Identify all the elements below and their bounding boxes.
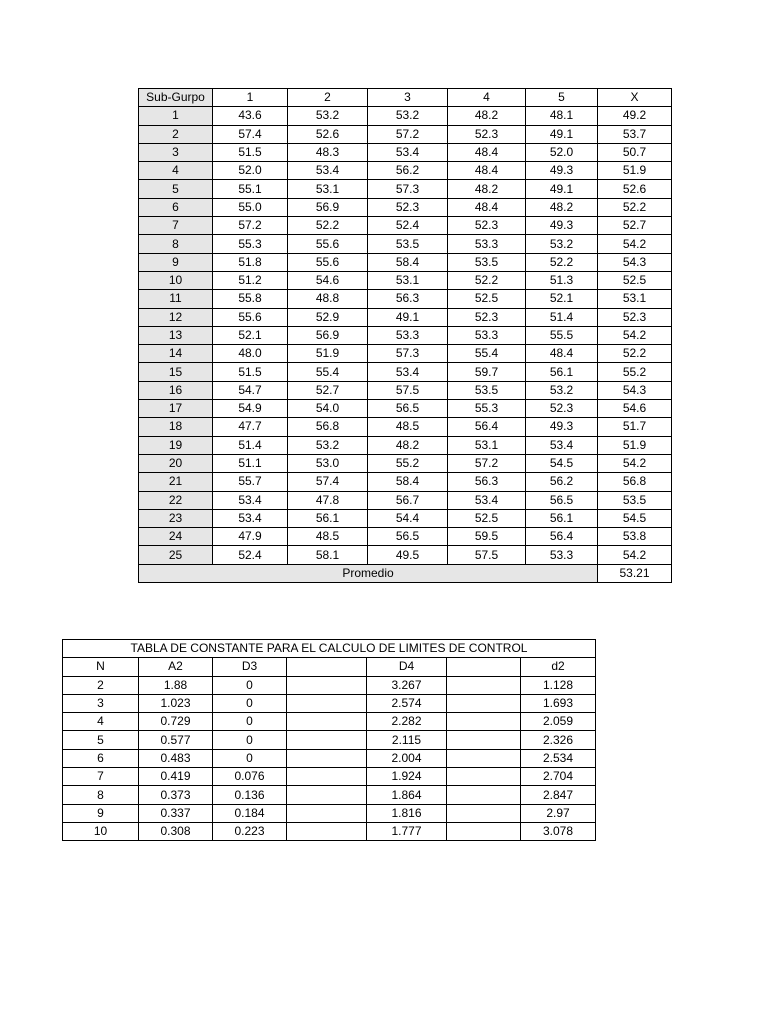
data-cell: 51.9	[288, 345, 368, 363]
data-cell: 53.7	[598, 125, 672, 143]
data-cell: 0	[213, 676, 287, 694]
data-cell: 56.5	[526, 491, 598, 509]
data-cell: 0.076	[213, 768, 287, 786]
data-cell: 52.5	[448, 290, 526, 308]
subgroup-number: 22	[139, 491, 213, 509]
subgroup-number: 23	[139, 509, 213, 527]
data-cell: 55.5	[526, 326, 598, 344]
data-cell: 53.2	[288, 436, 368, 454]
table-row	[63, 822, 596, 840]
data-cell: 56.2	[368, 162, 448, 180]
data-cell: 57.5	[448, 546, 526, 564]
data-cell: 52.3	[526, 400, 598, 418]
data-cell: 57.2	[368, 125, 448, 143]
table-row	[63, 786, 596, 804]
data-cell: 53.4	[448, 491, 526, 509]
data-cell: 0	[213, 731, 287, 749]
subgroup-number: 7	[139, 217, 213, 235]
data-cell: 51.5	[213, 363, 288, 381]
subgroup-number: 8	[139, 235, 213, 253]
data-cell: 54.0	[288, 400, 368, 418]
data-cell: 53.4	[368, 143, 448, 161]
data-cell: 59.5	[448, 528, 526, 546]
subgroup-number: 2	[139, 125, 213, 143]
data-cell: 0.373	[139, 786, 213, 804]
data-cell: 51.4	[526, 308, 598, 326]
table-row	[139, 180, 672, 198]
data-cell: 53.5	[368, 235, 448, 253]
subgroup-number: 20	[139, 454, 213, 472]
data-cell: 48.4	[526, 345, 598, 363]
data-cell: 51.7	[598, 418, 672, 436]
data-cell: 0	[213, 713, 287, 731]
data-cell: 2.282	[367, 713, 447, 731]
table-row	[139, 454, 672, 472]
data-cell: 0.337	[139, 804, 213, 822]
data-cell: 2.704	[521, 768, 596, 786]
data-cell: 48.5	[368, 418, 448, 436]
data-cell: 52.2	[526, 253, 598, 271]
subgroup-number: 21	[139, 473, 213, 491]
title-row	[63, 640, 596, 658]
subgroup-number: 17	[139, 400, 213, 418]
column-header	[287, 658, 367, 676]
data-cell: 55.0	[213, 198, 288, 216]
data-cell: 48.1	[526, 107, 598, 125]
data-cell: 49.1	[526, 125, 598, 143]
data-cell: 2.115	[367, 731, 447, 749]
data-cell: 53.3	[448, 235, 526, 253]
column-header: 2	[288, 89, 368, 107]
data-cell	[287, 786, 367, 804]
data-cell	[447, 804, 521, 822]
data-cell: 51.9	[598, 162, 672, 180]
data-cell	[447, 822, 521, 840]
average-label: Promedio	[139, 564, 598, 582]
subgroup-number: 3	[139, 143, 213, 161]
data-cell: 54.4	[368, 509, 448, 527]
table-row	[139, 473, 672, 491]
column-header: X	[598, 89, 672, 107]
table-row	[139, 217, 672, 235]
table-row	[139, 107, 672, 125]
data-cell: 53.4	[368, 363, 448, 381]
table-row	[139, 509, 672, 527]
data-cell: 52.3	[448, 308, 526, 326]
data-cell: 52.3	[448, 125, 526, 143]
data-cell: 52.7	[598, 217, 672, 235]
column-header: 3	[368, 89, 448, 107]
data-cell: 53.1	[368, 271, 448, 289]
data-cell: 49.3	[526, 162, 598, 180]
data-cell: 52.4	[368, 217, 448, 235]
data-cell: 54.5	[526, 454, 598, 472]
table-row	[139, 162, 672, 180]
data-cell: 53.1	[598, 290, 672, 308]
data-cell: 57.4	[213, 125, 288, 143]
header-row	[63, 658, 596, 676]
data-cell: 1.88	[139, 676, 213, 694]
data-cell: 52.2	[598, 198, 672, 216]
data-cell	[287, 768, 367, 786]
data-cell: 55.1	[213, 180, 288, 198]
data-cell: 0.483	[139, 749, 213, 767]
data-cell: 53.2	[526, 235, 598, 253]
data-cell: 49.5	[368, 546, 448, 564]
data-cell: 54.3	[598, 381, 672, 399]
table-row	[63, 731, 596, 749]
data-cell: 56.1	[288, 509, 368, 527]
data-cell	[447, 694, 521, 712]
data-cell: 52.3	[598, 308, 672, 326]
data-cell	[287, 804, 367, 822]
subgroup-number: 12	[139, 308, 213, 326]
data-cell: 56.8	[288, 418, 368, 436]
table-row	[139, 528, 672, 546]
table-row	[139, 253, 672, 271]
data-cell: 48.0	[213, 345, 288, 363]
table-row	[139, 235, 672, 253]
data-cell	[447, 731, 521, 749]
table-row	[139, 125, 672, 143]
data-cell: 51.4	[213, 436, 288, 454]
data-cell: 52.6	[288, 125, 368, 143]
data-cell: 54.2	[598, 235, 672, 253]
table-row	[63, 768, 596, 786]
data-cell: 55.3	[213, 235, 288, 253]
data-cell	[287, 713, 367, 731]
data-cell: 0.223	[213, 822, 287, 840]
subgroup-number: 14	[139, 345, 213, 363]
data-cell: 58.4	[368, 473, 448, 491]
data-cell: 3.078	[521, 822, 596, 840]
data-cell: 2.004	[367, 749, 447, 767]
table-row	[139, 308, 672, 326]
data-cell: 3	[63, 694, 139, 712]
data-cell: 54.9	[213, 400, 288, 418]
data-cell: 52.3	[368, 198, 448, 216]
data-cell: 5	[63, 731, 139, 749]
constants-table-body	[63, 640, 596, 841]
data-cell: 48.8	[288, 290, 368, 308]
data-cell: 57.2	[213, 217, 288, 235]
control-constants-table	[62, 639, 596, 841]
data-cell: 53.4	[213, 491, 288, 509]
data-cell: 54.5	[598, 509, 672, 527]
data-cell: 48.2	[368, 436, 448, 454]
data-cell: 56.7	[368, 491, 448, 509]
data-cell: 6	[63, 749, 139, 767]
data-cell: 47.7	[213, 418, 288, 436]
data-cell: 53.5	[448, 381, 526, 399]
data-cell	[447, 786, 521, 804]
subgroup-number: 24	[139, 528, 213, 546]
column-header: Sub-Gurpo	[139, 89, 213, 107]
data-cell: 56.8	[598, 473, 672, 491]
data-cell	[287, 694, 367, 712]
data-cell: 53.2	[526, 381, 598, 399]
data-cell: 2.059	[521, 713, 596, 731]
data-cell: 52.2	[288, 217, 368, 235]
data-cell: 53.4	[526, 436, 598, 454]
data-cell: 53.2	[368, 107, 448, 125]
table-row	[63, 749, 596, 767]
data-cell: 50.7	[598, 143, 672, 161]
data-cell: 53.1	[448, 436, 526, 454]
data-cell: 48.4	[448, 162, 526, 180]
data-cell: 52.5	[598, 271, 672, 289]
data-cell: 55.7	[213, 473, 288, 491]
data-cell: 55.2	[368, 454, 448, 472]
subgroup-number: 18	[139, 418, 213, 436]
data-cell: 54.3	[598, 253, 672, 271]
data-cell: 1.864	[367, 786, 447, 804]
data-cell	[287, 749, 367, 767]
data-cell: 51.9	[598, 436, 672, 454]
data-cell: 53.5	[448, 253, 526, 271]
data-cell: 56.1	[526, 363, 598, 381]
data-cell: 54.7	[213, 381, 288, 399]
data-cell: 2.97	[521, 804, 596, 822]
data-cell: 0.729	[139, 713, 213, 731]
column-header: D3	[213, 658, 287, 676]
data-cell: 53.8	[598, 528, 672, 546]
table-title: TABLA DE CONSTANTE PARA EL CALCULO DE LIMITES DE CONTROL	[63, 640, 596, 658]
data-cell: 53.5	[598, 491, 672, 509]
data-cell: 51.8	[213, 253, 288, 271]
data-cell: 52.0	[526, 143, 598, 161]
footer-row	[139, 564, 672, 582]
data-cell: 59.7	[448, 363, 526, 381]
header-row	[139, 89, 672, 107]
data-cell	[287, 676, 367, 694]
subgroup-number: 16	[139, 381, 213, 399]
table-row	[139, 400, 672, 418]
subgroup-number: 1	[139, 107, 213, 125]
data-cell: 3.267	[367, 676, 447, 694]
data-cell: 48.2	[526, 198, 598, 216]
column-header: 5	[526, 89, 598, 107]
data-cell: 56.3	[448, 473, 526, 491]
data-cell: 51.2	[213, 271, 288, 289]
data-cell	[287, 731, 367, 749]
data-cell: 51.5	[213, 143, 288, 161]
data-cell: 55.3	[448, 400, 526, 418]
data-cell: 49.1	[368, 308, 448, 326]
data-cell: 56.4	[448, 418, 526, 436]
subgroup-table-body	[139, 89, 672, 583]
subgroup-number: 4	[139, 162, 213, 180]
column-header: d2	[521, 658, 596, 676]
data-cell: 48.4	[448, 143, 526, 161]
data-cell: 48.4	[448, 198, 526, 216]
data-cell: 55.2	[598, 363, 672, 381]
data-cell: 56.5	[368, 528, 448, 546]
average-value: 53.21	[598, 564, 672, 582]
table-row	[139, 326, 672, 344]
data-cell: 48.2	[448, 180, 526, 198]
data-cell: 52.7	[288, 381, 368, 399]
table-row	[139, 271, 672, 289]
data-cell: 53.3	[526, 546, 598, 564]
data-cell	[447, 676, 521, 694]
data-cell: 56.9	[288, 326, 368, 344]
data-cell: 57.3	[368, 345, 448, 363]
data-cell: 1.128	[521, 676, 596, 694]
data-cell: 1.777	[367, 822, 447, 840]
data-cell: 1.816	[367, 804, 447, 822]
data-cell: 0.184	[213, 804, 287, 822]
data-cell: 1.924	[367, 768, 447, 786]
data-cell: 53.3	[448, 326, 526, 344]
data-cell: 2.326	[521, 731, 596, 749]
data-cell: 57.4	[288, 473, 368, 491]
data-cell: 56.1	[526, 509, 598, 527]
data-cell: 54.6	[288, 271, 368, 289]
data-cell: 56.2	[526, 473, 598, 491]
data-cell: 49.2	[598, 107, 672, 125]
data-cell: 52.5	[448, 509, 526, 527]
table-row	[139, 143, 672, 161]
table-row	[63, 694, 596, 712]
data-cell: 52.2	[448, 271, 526, 289]
subgroup-number: 25	[139, 546, 213, 564]
data-cell: 51.1	[213, 454, 288, 472]
table-row	[139, 290, 672, 308]
data-cell: 54.6	[598, 400, 672, 418]
data-cell: 58.1	[288, 546, 368, 564]
data-cell: 55.6	[288, 235, 368, 253]
data-cell: 8	[63, 786, 139, 804]
data-cell: 56.4	[526, 528, 598, 546]
data-cell: 56.9	[288, 198, 368, 216]
data-cell: 43.6	[213, 107, 288, 125]
data-cell: 1.023	[139, 694, 213, 712]
data-cell: 52.1	[526, 290, 598, 308]
data-cell: 9	[63, 804, 139, 822]
subgroup-number: 9	[139, 253, 213, 271]
table-row	[63, 676, 596, 694]
data-cell: 54.2	[598, 546, 672, 564]
data-cell: 0	[213, 749, 287, 767]
data-cell	[447, 713, 521, 731]
data-cell: 52.3	[448, 217, 526, 235]
subgroup-number: 5	[139, 180, 213, 198]
data-cell: 52.2	[598, 345, 672, 363]
data-cell: 54.2	[598, 326, 672, 344]
data-cell: 10	[63, 822, 139, 840]
data-cell: 57.3	[368, 180, 448, 198]
data-cell: 55.6	[213, 308, 288, 326]
subgroup-number: 19	[139, 436, 213, 454]
data-cell: 49.3	[526, 217, 598, 235]
table-row	[139, 363, 672, 381]
data-cell: 57.2	[448, 454, 526, 472]
data-cell: 55.4	[288, 363, 368, 381]
data-cell: 53.0	[288, 454, 368, 472]
data-cell: 52.1	[213, 326, 288, 344]
data-cell: 48.3	[288, 143, 368, 161]
data-cell: 52.9	[288, 308, 368, 326]
data-cell: 58.4	[368, 253, 448, 271]
data-cell: 52.0	[213, 162, 288, 180]
data-cell: 0.577	[139, 731, 213, 749]
column-header: A2	[139, 658, 213, 676]
table-row	[139, 491, 672, 509]
column-header: N	[63, 658, 139, 676]
subgroup-number: 15	[139, 363, 213, 381]
table-row	[139, 345, 672, 363]
column-header: 4	[448, 89, 526, 107]
data-cell: 4	[63, 713, 139, 731]
data-cell: 1.693	[521, 694, 596, 712]
table-row	[139, 198, 672, 216]
data-cell: 48.5	[288, 528, 368, 546]
data-cell: 2	[63, 676, 139, 694]
data-cell: 48.2	[448, 107, 526, 125]
data-cell: 53.1	[288, 180, 368, 198]
data-cell: 51.3	[526, 271, 598, 289]
data-cell: 56.3	[368, 290, 448, 308]
data-cell: 0.136	[213, 786, 287, 804]
data-cell	[287, 822, 367, 840]
data-cell: 52.6	[598, 180, 672, 198]
data-cell: 0.308	[139, 822, 213, 840]
data-cell: 55.6	[288, 253, 368, 271]
data-cell: 53.4	[213, 509, 288, 527]
table-row	[63, 804, 596, 822]
data-cell: 47.8	[288, 491, 368, 509]
data-cell: 49.3	[526, 418, 598, 436]
data-cell: 2.534	[521, 749, 596, 767]
subgroup-number: 10	[139, 271, 213, 289]
data-cell: 2.847	[521, 786, 596, 804]
data-cell: 52.4	[213, 546, 288, 564]
data-cell: 55.8	[213, 290, 288, 308]
data-cell: 49.1	[526, 180, 598, 198]
data-cell: 53.2	[288, 107, 368, 125]
table-row	[139, 381, 672, 399]
table-row	[139, 436, 672, 454]
data-cell	[447, 768, 521, 786]
subgroup-number: 6	[139, 198, 213, 216]
subgroup-number: 13	[139, 326, 213, 344]
data-cell: 53.3	[368, 326, 448, 344]
data-cell: 57.5	[368, 381, 448, 399]
table-row	[139, 546, 672, 564]
data-cell: 7	[63, 768, 139, 786]
column-header: 1	[213, 89, 288, 107]
data-cell: 2.574	[367, 694, 447, 712]
data-cell: 0.419	[139, 768, 213, 786]
data-cell: 53.4	[288, 162, 368, 180]
data-cell	[447, 749, 521, 767]
subgroup-data-table	[138, 88, 672, 583]
data-cell: 56.5	[368, 400, 448, 418]
table-row	[139, 418, 672, 436]
data-cell: 54.2	[598, 454, 672, 472]
subgroup-number: 11	[139, 290, 213, 308]
data-cell: 47.9	[213, 528, 288, 546]
table-row	[63, 713, 596, 731]
data-cell: 55.4	[448, 345, 526, 363]
column-header: D4	[367, 658, 447, 676]
column-header	[447, 658, 521, 676]
data-cell: 0	[213, 694, 287, 712]
